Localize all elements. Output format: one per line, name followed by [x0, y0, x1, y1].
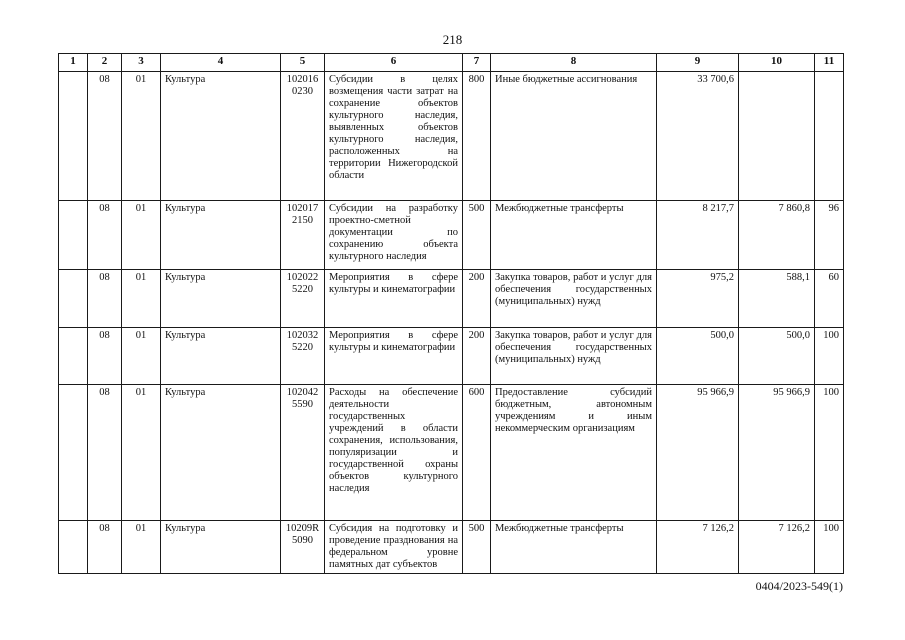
table-header-row [59, 54, 844, 72]
section-code: 08 [88, 328, 122, 385]
expense-type-name: Межбюджетные трансферты [491, 201, 657, 270]
cell-col1 [59, 72, 88, 201]
column-header: 7 [463, 54, 491, 72]
budget-table [58, 53, 844, 574]
column-header: 9 [657, 54, 739, 72]
planned-amount: 33 700,6 [657, 72, 739, 201]
execution-percent [815, 72, 844, 201]
cell-col1 [59, 201, 88, 270]
execution-percent: 96 [815, 201, 844, 270]
expense-type-code: 800 [463, 72, 491, 201]
subsection-code: 01 [122, 72, 161, 201]
expense-type-name: Закупка товаров, работ и услуг для обеспечения государственных (муниципальных) нужд [491, 270, 657, 328]
target-article-code: 1020425590 [281, 385, 325, 521]
document-code: 0404/2023-549(1) [755, 579, 843, 593]
cell-col1 [59, 328, 88, 385]
column-header: 2 [88, 54, 122, 72]
table-row [59, 72, 844, 201]
expense-description: Субсидия на подготовку и проведение празднования на федеральном уровне памятных дат субъектов [325, 521, 463, 574]
expense-type-code: 200 [463, 270, 491, 328]
cell-col1 [59, 270, 88, 328]
expense-type-code: 500 [463, 201, 491, 270]
execution-percent: 100 [815, 385, 844, 521]
expense-description: Субсидии на разработку проектно-сметной документации по сохранению объекта культурного наследия [325, 201, 463, 270]
column-header: 1 [59, 54, 88, 72]
executed-amount: 7 860,8 [739, 201, 815, 270]
expense-description: Мероприятия в сфере культуры и кинематографии [325, 328, 463, 385]
column-header: 8 [491, 54, 657, 72]
cell-col1 [59, 385, 88, 521]
section-name: Культура [161, 201, 281, 270]
expense-type-name: Иные бюджетные ассигнования [491, 72, 657, 201]
subsection-code: 01 [122, 385, 161, 521]
table-row [59, 328, 844, 385]
target-article-code: 1020172150 [281, 201, 325, 270]
target-article-code: 10209R5090 [281, 521, 325, 574]
section-name: Культура [161, 385, 281, 521]
cell-col1 [59, 521, 88, 574]
executed-amount: 95 966,9 [739, 385, 815, 521]
section-name: Культура [161, 270, 281, 328]
executed-amount: 588,1 [739, 270, 815, 328]
target-article-code: 1020160230 [281, 72, 325, 201]
section-name: Культура [161, 328, 281, 385]
executed-amount: 7 126,2 [739, 521, 815, 574]
column-header: 11 [815, 54, 844, 72]
section-code: 08 [88, 72, 122, 201]
planned-amount: 975,2 [657, 270, 739, 328]
expense-type-name: Предоставление субсидий бюджетным, автономным учреждениям и иным некоммерческим организациям [491, 385, 657, 521]
planned-amount: 7 126,2 [657, 521, 739, 574]
column-header: 4 [161, 54, 281, 72]
page-number: 218 [442, 32, 463, 47]
section-code: 08 [88, 385, 122, 521]
expense-type-code: 500 [463, 521, 491, 574]
executed-amount: 500,0 [739, 328, 815, 385]
expense-type-name: Закупка товаров, работ и услуг для обеспечения государственных (муниципальных) нужд [491, 328, 657, 385]
planned-amount: 95 966,9 [657, 385, 739, 521]
expense-description: Расходы на обеспечение деятельности государственных учреждений в области сохранения, использования, популяризации и государственной охраны объектов культурного наследия [325, 385, 463, 521]
table-row [59, 385, 844, 521]
table-row [59, 201, 844, 270]
execution-percent: 60 [815, 270, 844, 328]
target-article-code: 1020325220 [281, 328, 325, 385]
section-code: 08 [88, 270, 122, 328]
table-row [59, 521, 844, 574]
subsection-code: 01 [122, 270, 161, 328]
section-code: 08 [88, 521, 122, 574]
expense-type-code: 600 [463, 385, 491, 521]
expense-type-code: 200 [463, 328, 491, 385]
table-row [59, 270, 844, 328]
executed-amount [739, 72, 815, 201]
column-header: 10 [739, 54, 815, 72]
planned-amount: 8 217,7 [657, 201, 739, 270]
expense-description: Субсидии в целях возмещения части затрат на сохранение объектов культурного наследия, выявленных объектов культурного наследия, расположенных на территории Нижегородской области [325, 72, 463, 201]
expense-type-name: Межбюджетные трансферты [491, 521, 657, 574]
planned-amount: 500,0 [657, 328, 739, 385]
section-name: Культура [161, 521, 281, 574]
subsection-code: 01 [122, 521, 161, 574]
execution-percent: 100 [815, 328, 844, 385]
execution-percent: 100 [815, 521, 844, 574]
subsection-code: 01 [122, 201, 161, 270]
column-header: 3 [122, 54, 161, 72]
subsection-code: 01 [122, 328, 161, 385]
column-header: 6 [325, 54, 463, 72]
section-code: 08 [88, 201, 122, 270]
section-name: Культура [161, 72, 281, 201]
expense-description: Мероприятия в сфере культуры и кинематографии [325, 270, 463, 328]
column-header: 5 [281, 54, 325, 72]
target-article-code: 1020225220 [281, 270, 325, 328]
